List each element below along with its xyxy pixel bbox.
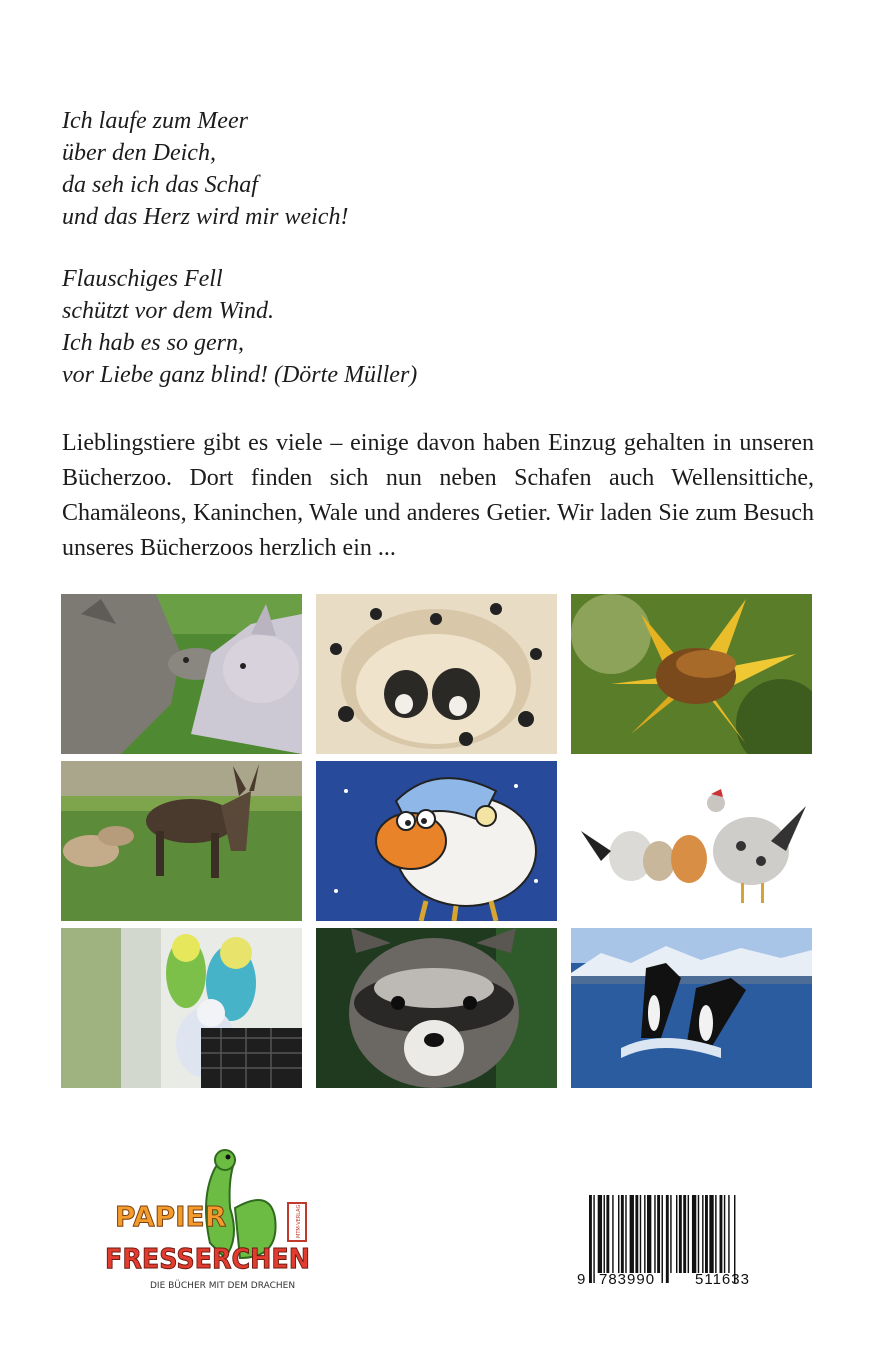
barcode-bar xyxy=(654,1195,655,1273)
barcode-bar xyxy=(644,1195,645,1273)
barcode-bar xyxy=(635,1195,638,1273)
barcode-bar xyxy=(618,1195,619,1273)
poem-line: vor Liebe ganz blind! (Dörte Müller) xyxy=(62,362,418,388)
photo-cartoon-sheep xyxy=(316,761,557,921)
barcode-bar xyxy=(679,1195,682,1273)
barcode-bar xyxy=(692,1195,696,1273)
poem-line: Ich laufe zum Meer xyxy=(62,108,248,134)
barcode-bar xyxy=(662,1195,663,1283)
photo-rats xyxy=(316,594,557,754)
logo-line1: PAPIER xyxy=(115,1200,227,1233)
barcode-bar xyxy=(666,1195,669,1283)
barcode-bar xyxy=(621,1195,624,1273)
poem-line: da seh ich das Schaf xyxy=(62,172,258,198)
barcode-bar xyxy=(593,1195,594,1283)
dragon-logo-icon xyxy=(100,1148,320,1298)
publisher-logo xyxy=(100,1148,320,1298)
barcode-bar xyxy=(625,1195,626,1273)
barcode-bar xyxy=(676,1195,677,1273)
barcode-bar xyxy=(724,1195,725,1273)
photo-cats xyxy=(61,594,302,754)
blurb-text: Lieblingstiere gibt es viele – einige davon haben Einzug gehalten in unseren Bücherzoo. Dort finden sich nun neben Schafen auch Wellensittiche, Chamäleons, Kaninchen, Wale und anderes Getier. Wir laden Sie zum Besuch unseres Bücherzoos herzlich ein ... xyxy=(62,430,814,561)
barcode-bar xyxy=(604,1195,605,1273)
poem-stanza-1 xyxy=(62,105,822,233)
barcode-bar xyxy=(598,1195,602,1273)
photo-budgies xyxy=(61,928,302,1088)
barcode-group2: 511633 xyxy=(695,1271,750,1288)
isbn-barcode xyxy=(577,1195,792,1290)
photo-donkey-sheep xyxy=(61,761,302,921)
barcode-bar xyxy=(612,1195,613,1273)
poem-line: über den Deich, xyxy=(62,140,216,166)
poem-line: schützt vor dem Wind. xyxy=(62,298,274,324)
barcode-bar xyxy=(589,1195,592,1283)
photo-chickens xyxy=(571,761,812,921)
logo-tagline: DIE BÜCHER MIT DEM DRACHEN xyxy=(150,1281,296,1291)
barcode-bar xyxy=(688,1195,689,1273)
poem-line: Ich hab es so gern, xyxy=(62,330,244,356)
barcode-bar xyxy=(715,1195,716,1273)
barcode-bar xyxy=(705,1195,708,1273)
barcode-bar xyxy=(606,1195,609,1273)
barcode-bar xyxy=(683,1195,686,1273)
barcode-bar xyxy=(640,1195,641,1273)
photo-raccoon xyxy=(316,928,557,1088)
barcode-bar xyxy=(709,1195,713,1273)
poem-line: Flauschiges Fell xyxy=(62,266,223,292)
barcode-group1: 783990 xyxy=(599,1271,656,1288)
barcode-bar xyxy=(630,1195,634,1273)
poem-stanza-2 xyxy=(62,263,822,391)
barcode-prefix: 9 xyxy=(577,1271,587,1288)
barcode-bar xyxy=(702,1195,703,1273)
barcode-bar xyxy=(698,1195,699,1273)
barcode-bar xyxy=(720,1195,723,1273)
photo-grid xyxy=(61,594,813,1088)
photo-bee xyxy=(571,594,812,754)
poem-line: und das Herz wird mir weich! xyxy=(62,204,349,230)
barcode-bar xyxy=(670,1195,671,1273)
poem xyxy=(62,105,822,421)
logo-tag: MTM-VERLAG xyxy=(296,1204,302,1238)
barcode-bar xyxy=(657,1195,660,1273)
barcode-bar xyxy=(734,1195,735,1283)
photo-orcas xyxy=(571,928,812,1088)
barcode-bar xyxy=(647,1195,651,1273)
logo-line2: FRESSERCHEN xyxy=(105,1242,310,1275)
barcode-bar xyxy=(728,1195,729,1273)
